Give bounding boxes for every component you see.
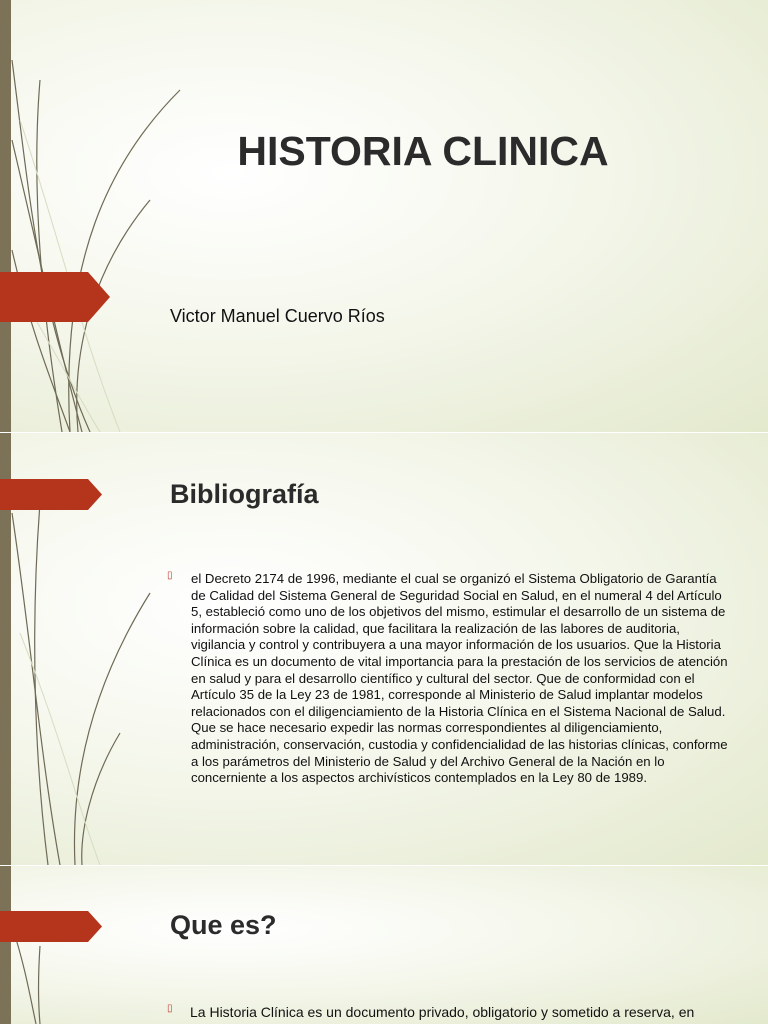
decorative-curves (0, 0, 200, 432)
bullet-icon: ▯ (167, 1003, 173, 1014)
slide-title (0, 0, 768, 432)
slide-heading: Bibliografía (170, 479, 319, 509)
slide-subtitle: Victor Manuel Cuervo Ríos (170, 306, 385, 326)
slide-bibliografia (0, 433, 768, 865)
accent-arrow (0, 272, 112, 322)
accent-arrow (0, 479, 104, 510)
slide-heading: Que es? (170, 910, 277, 940)
slide-que-es (0, 866, 768, 1024)
slide-title-text: HISTORIA CLINICA (237, 128, 609, 174)
bullet-icon: ▯ (167, 570, 173, 581)
body-text: el Decreto 2174 de 1996, mediante el cual se organizó el Sistema Obligatorio de Garantía de Calidad del Sistema General de Seguridad Social en Salud, en el numeral 4 del Artículo 5, estableció como uno de los objetivos del mismo, estimular el desarrollo de un sistema de información sobre la calidad, que facilitara la realización de las labores de auditoria, vigilancia y control y contribuyera a una mayor información de los usuarios. Que la Historia Clínica es un documento de vital importancia para la prestación de los servicios de atención en salud y para el desarrollo científico y cultural del sector. Que de conformidad con el Artículo 35 de la Ley 23 de 1981, corresponde al Ministerio de Salud implantar modelos relacionados con el diligenciamiento de la Historia Clínica en el Sistema Nacional de Salud. Que se hace necesario expedir las normas correspondientes al diligenciamiento, administración, conservación, custodia y confidencialidad de las historias clínicas, conforme a los parámetros del Ministerio de Salud y del Archivo General de la Nación en lo concerniente a los aspectos archivísticos contemplados en la Ley 80 de 1989. (191, 571, 728, 786)
body-text: La Historia Clínica es un documento privado, obligatorio y sometido a reserva, en (190, 1004, 695, 1020)
decorative-curves (0, 866, 200, 1024)
accent-arrow (0, 911, 104, 942)
